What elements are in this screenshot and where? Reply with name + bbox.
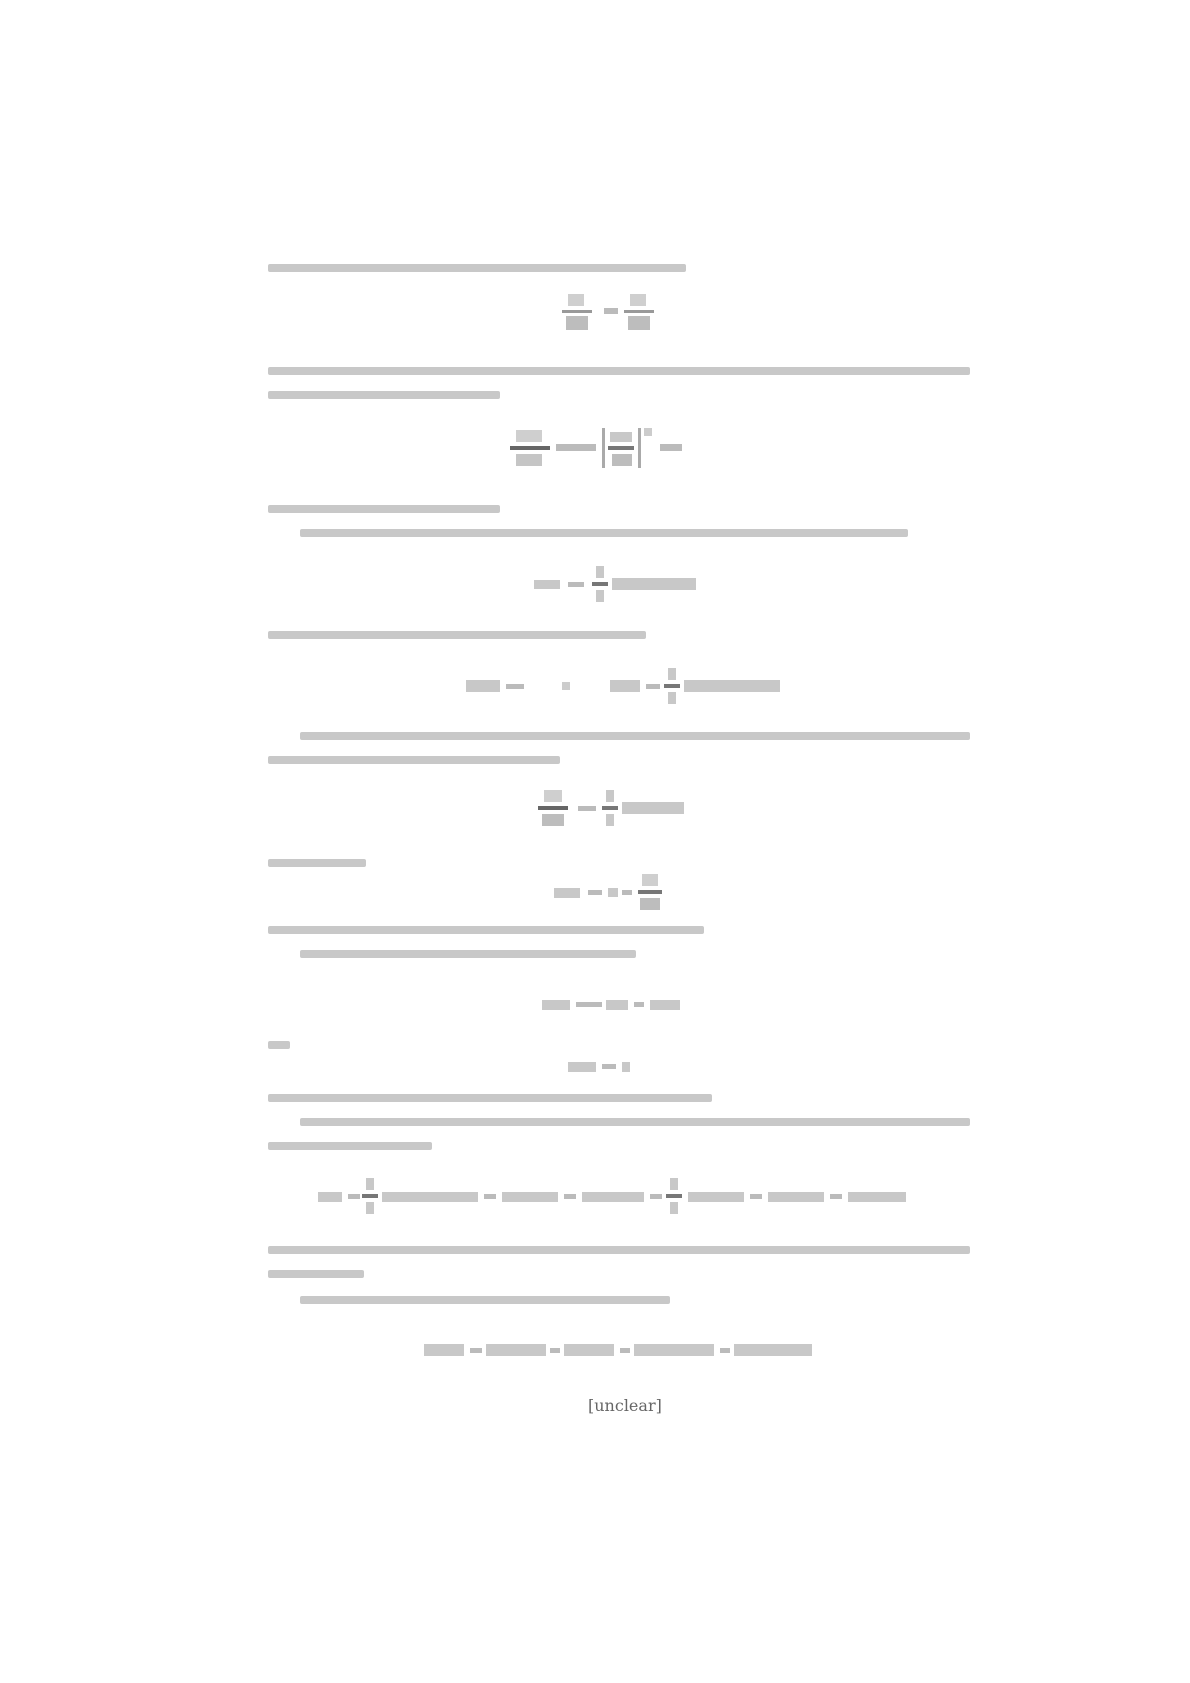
equation-10 xyxy=(424,1326,816,1376)
paragraph-text xyxy=(300,523,301,524)
equation-9 xyxy=(318,1172,918,1222)
paragraph-text xyxy=(300,726,301,727)
paragraph-line xyxy=(268,499,970,519)
paragraph-line xyxy=(268,1136,970,1156)
paragraph-line xyxy=(268,258,970,278)
paragraph-text xyxy=(268,750,269,751)
paragraph-line xyxy=(268,750,970,770)
equation-2 xyxy=(510,424,720,474)
paragraph-line xyxy=(268,625,970,645)
paragraph-text xyxy=(268,361,269,362)
paragraph-line xyxy=(300,1112,970,1132)
equation-7 xyxy=(542,980,692,1030)
page-number: [unclear] xyxy=(588,1396,662,1415)
paragraph-text xyxy=(268,385,269,386)
paragraph-text xyxy=(268,1136,269,1137)
paragraph-line xyxy=(268,385,970,405)
paragraph-line xyxy=(300,523,970,543)
paragraph-line xyxy=(268,361,970,381)
equation-5 xyxy=(538,784,688,834)
paragraph-text xyxy=(268,1088,269,1089)
paragraph-line xyxy=(268,920,970,940)
paragraph-line xyxy=(300,1290,970,1310)
equation-1 xyxy=(560,288,670,338)
paragraph-text xyxy=(268,1035,269,1036)
paragraph-line xyxy=(300,944,970,964)
equation-6 xyxy=(554,868,684,918)
equation-3 xyxy=(534,560,704,610)
paragraph-line xyxy=(268,1088,970,1108)
paragraph-text xyxy=(268,625,269,626)
equation-4 xyxy=(466,662,782,712)
paragraph-text xyxy=(268,853,269,854)
paragraph-line xyxy=(300,726,970,746)
paragraph-text xyxy=(300,944,301,945)
paragraph-text xyxy=(268,258,269,259)
paragraph-line xyxy=(268,1264,970,1284)
paragraph-text xyxy=(300,1112,301,1113)
paragraph-text xyxy=(268,920,269,921)
paragraph-line xyxy=(268,1240,970,1260)
paragraph-text xyxy=(268,499,269,500)
